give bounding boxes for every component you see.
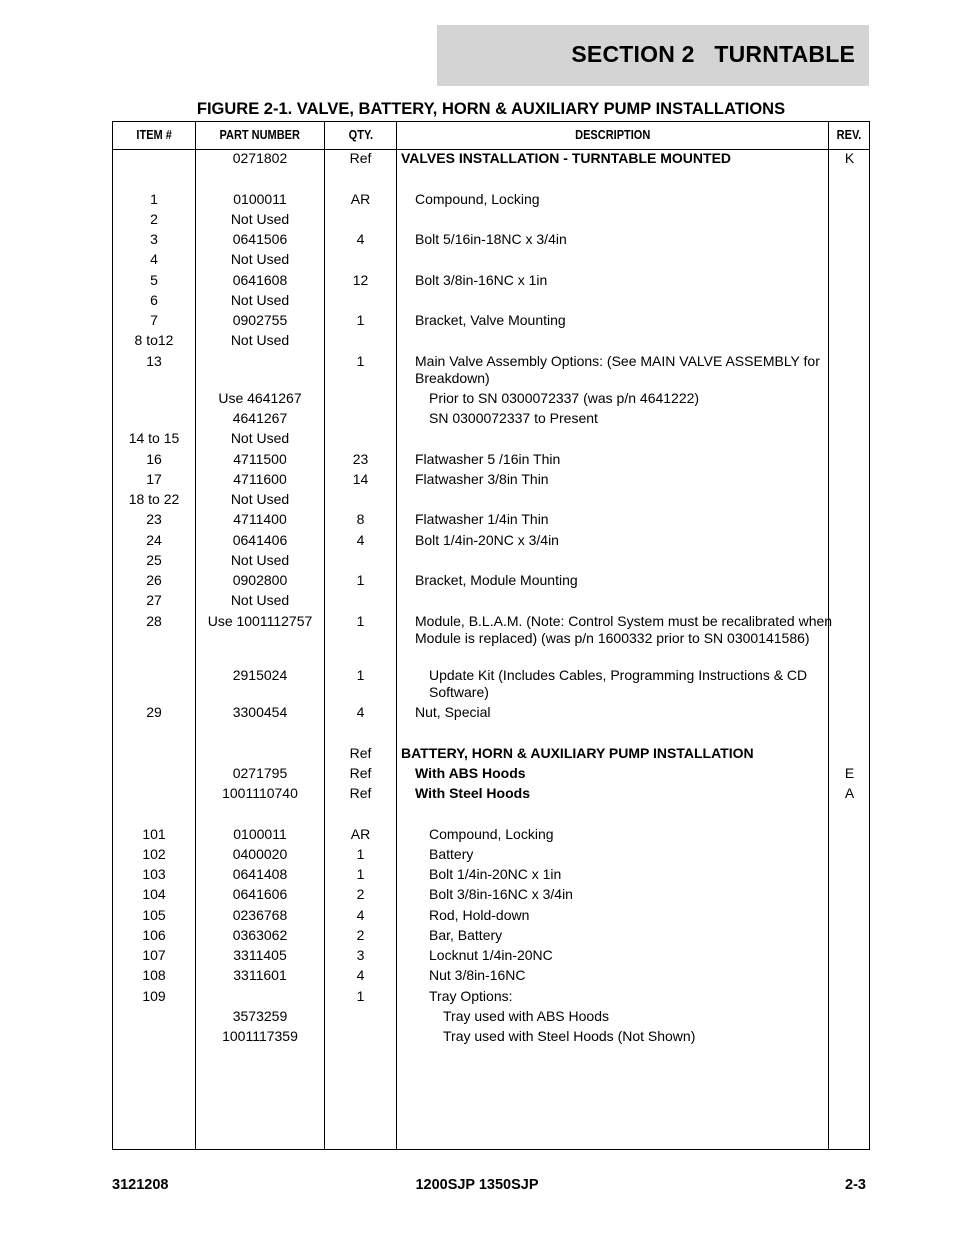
quantity-cell: 2: [356, 886, 365, 903]
description-cell: Compound, Locking: [429, 825, 554, 842]
revision-cell: K: [844, 150, 855, 166]
item-number-cell: 4: [150, 251, 158, 268]
description-cell: With Steel Hoods: [415, 785, 530, 801]
part-number-cell: 4711400: [233, 511, 287, 528]
description-cell: Bracket, Valve Mounting: [415, 312, 566, 328]
quantity-cell: 1: [356, 866, 365, 882]
part-number-cell: 0641606: [232, 886, 288, 903]
quantity-cell: AR: [350, 825, 371, 842]
item-number-cell: 24: [146, 531, 162, 548]
quantity-cell: 3: [356, 947, 365, 963]
description-cell: Flatwasher 5 /16in Thin: [415, 450, 561, 467]
item-number-cell: 106: [142, 926, 166, 943]
part-number-cell: Not Used: [230, 430, 290, 447]
item-number-cell: 13: [146, 352, 162, 369]
footer-page-number: 2-3: [845, 1177, 866, 1193]
figure-title: FIGURE 2-1. VALVE, BATTERY, HORN & AUXILIARY PUMP INSTALLATIONS: [196, 100, 786, 118]
quantity-cell: 4: [356, 531, 365, 548]
part-number-cell: 0100011: [233, 825, 287, 842]
description-cell: Battery: [429, 845, 474, 862]
quantity-cell: 1: [356, 987, 365, 1004]
part-number-cell: Not Used: [230, 291, 290, 308]
item-number-cell: 7: [150, 312, 158, 328]
revision-cell: E: [844, 764, 855, 781]
item-number-cell: 107: [142, 947, 166, 963]
column-header-description: DESCRIPTION: [574, 128, 651, 142]
column-header-qty: QTY.: [348, 128, 373, 142]
description-cell: Bolt 1/4in-20NC x 3/4in: [415, 531, 559, 548]
part-number-cell: Not Used: [230, 332, 290, 349]
part-number-cell: Not Used: [230, 210, 290, 227]
quantity-cell: AR: [350, 190, 371, 207]
footer-document-number: 3121208: [112, 1177, 169, 1193]
part-number-cell: 0271795: [232, 764, 288, 781]
part-number-cell: 3311601: [233, 967, 287, 984]
item-number-cell: 102: [142, 845, 166, 862]
part-number-cell: Not Used: [230, 551, 290, 568]
quantity-cell: 2: [356, 926, 365, 943]
quantity-cell: 12: [352, 271, 369, 288]
parts-table: [112, 121, 870, 1150]
column-header-item: ITEM #: [136, 128, 172, 142]
quantity-cell: 4: [356, 906, 365, 923]
description-cell: Compound, Locking: [415, 190, 540, 207]
item-number-cell: 18 to 22: [128, 491, 180, 507]
item-number-cell: 25: [146, 551, 162, 568]
part-number-cell: 4641267: [232, 410, 288, 426]
part-number-cell: 0641406: [232, 531, 288, 548]
description-cell: Bolt 3/8in-16NC x 1in: [415, 271, 548, 288]
quantity-cell: 1: [356, 312, 365, 328]
part-number-cell: 4711500: [233, 450, 287, 467]
quantity-cell: Ref: [349, 785, 372, 801]
quantity-cell: 14: [352, 470, 369, 487]
item-number-cell: 103: [142, 866, 166, 882]
description-cell: Tray used with ABS Hoods: [443, 1007, 610, 1024]
part-number-cell: 0236768: [232, 906, 288, 923]
item-number-cell: 27: [146, 592, 162, 609]
part-number-cell: Use 1001112757: [207, 612, 313, 629]
item-number-cell: 109: [142, 987, 166, 1004]
item-number-cell: 5: [150, 271, 158, 288]
item-number-cell: 8 to12: [134, 332, 174, 349]
section-header: [437, 25, 869, 86]
part-number-cell: 0271802: [232, 150, 288, 166]
section-title: SECTION 2 TURNTABLE: [571, 41, 855, 67]
item-number-cell: 101: [142, 825, 166, 842]
part-number-cell: 3573259: [232, 1007, 288, 1024]
part-number-cell: Not Used: [230, 251, 290, 268]
description-cell: Prior to SN 0300072337 (was p/n 4641222): [429, 389, 700, 406]
quantity-cell: 8: [356, 511, 365, 528]
quantity-cell: 1: [356, 572, 365, 588]
part-number-cell: Use 4641267: [218, 389, 302, 406]
description-cell: Nut 3/8in-16NC: [429, 967, 526, 984]
description-cell: Locknut 1/4in-20NC: [429, 947, 553, 963]
quantity-cell: 4: [356, 967, 365, 984]
item-number-cell: 14 to 15: [128, 430, 180, 447]
part-number-cell: 0902755: [232, 312, 288, 328]
description-cell: BATTERY, HORN & AUXILIARY PUMP INSTALLATION: [401, 744, 754, 761]
description-cell: Bar, Battery: [429, 926, 503, 943]
description-cell: Tray used with Steel Hoods (Not Shown): [443, 1028, 696, 1044]
quantity-cell: 1: [356, 352, 365, 369]
description-cell: Flatwasher 3/8in Thin: [415, 470, 549, 487]
item-number-cell: 28: [146, 612, 162, 629]
description-cell: Module, B.L.A.M. (Note: Control System must be recalibrated when Module is replaced) (was p/n 1600332 prior to SN 0300141586): [415, 612, 833, 646]
part-number-cell: 0902800: [232, 572, 288, 588]
part-number-cell: 0363062: [232, 926, 288, 943]
description-cell: Flatwasher 1/4in Thin: [415, 511, 549, 528]
item-number-cell: 1: [150, 190, 158, 207]
description-cell: Tray Options:: [429, 987, 513, 1004]
part-number-cell: 1001117359: [222, 1028, 298, 1044]
part-number-cell: 4711600: [233, 470, 287, 487]
description-cell: Update Kit (Includes Cables, Programming Instructions & CD Software): [429, 666, 808, 700]
item-number-cell: 105: [142, 906, 166, 923]
item-number-cell: 26: [146, 572, 162, 588]
column-header-rev: REV.: [837, 128, 862, 142]
description-cell: Bracket, Module Mounting: [415, 572, 578, 588]
quantity-cell: Ref: [349, 150, 372, 166]
part-number-cell: 1001110740: [222, 785, 298, 801]
revision-cell: A: [844, 785, 855, 801]
item-number-cell: 23: [146, 511, 162, 528]
part-number-cell: Not Used: [230, 491, 290, 507]
quantity-cell: 4: [356, 704, 365, 720]
item-number-cell: 6: [150, 291, 158, 308]
item-number-cell: 16: [146, 450, 162, 467]
footer-model: 1200SJP 1350SJP: [415, 1177, 539, 1193]
item-number-cell: 17: [146, 470, 162, 487]
description-cell: Bolt 1/4in-20NC x 1in: [429, 866, 562, 882]
description-cell: Nut, Special: [415, 704, 491, 720]
quantity-cell: 4: [356, 231, 365, 247]
quantity-cell: Ref: [349, 764, 372, 781]
part-number-cell: Not Used: [230, 592, 290, 609]
quantity-cell: 23: [352, 450, 369, 467]
item-number-cell: 29: [146, 704, 162, 720]
part-number-cell: 0400020: [232, 845, 288, 862]
item-number-cell: 104: [142, 886, 166, 903]
part-number-cell: 0641408: [232, 866, 288, 882]
item-number-cell: 3: [150, 231, 158, 247]
part-number-cell: 3300454: [232, 704, 288, 720]
item-number-cell: 2: [150, 210, 158, 227]
description-cell: SN 0300072337 to Present: [429, 410, 598, 426]
description-cell: With ABS Hoods: [415, 764, 526, 781]
part-number-cell: 0641608: [232, 271, 288, 288]
quantity-cell: 1: [356, 612, 365, 629]
column-header-part-number: PART NUMBER: [219, 128, 301, 142]
quantity-cell: 1: [356, 666, 365, 683]
description-cell: VALVES INSTALLATION - TURNTABLE MOUNTED: [401, 150, 732, 166]
item-number-cell: 108: [142, 967, 166, 984]
description-cell: Rod, Hold-down: [429, 906, 530, 923]
quantity-cell: 1: [356, 845, 365, 862]
part-number-cell: 0100011: [233, 190, 287, 207]
description-cell: Bolt 3/8in-16NC x 3/4in: [429, 886, 573, 903]
description-cell: Bolt 5/16in-18NC x 3/4in: [415, 231, 567, 247]
part-number-cell: 3311405: [233, 947, 287, 963]
part-number-cell: 0641506: [232, 231, 288, 247]
description-cell: Main Valve Assembly Options: (See MAIN VALVE ASSEMBLY for Breakdown): [415, 352, 820, 386]
quantity-cell: Ref: [349, 744, 372, 761]
part-number-cell: 2915024: [232, 666, 288, 683]
